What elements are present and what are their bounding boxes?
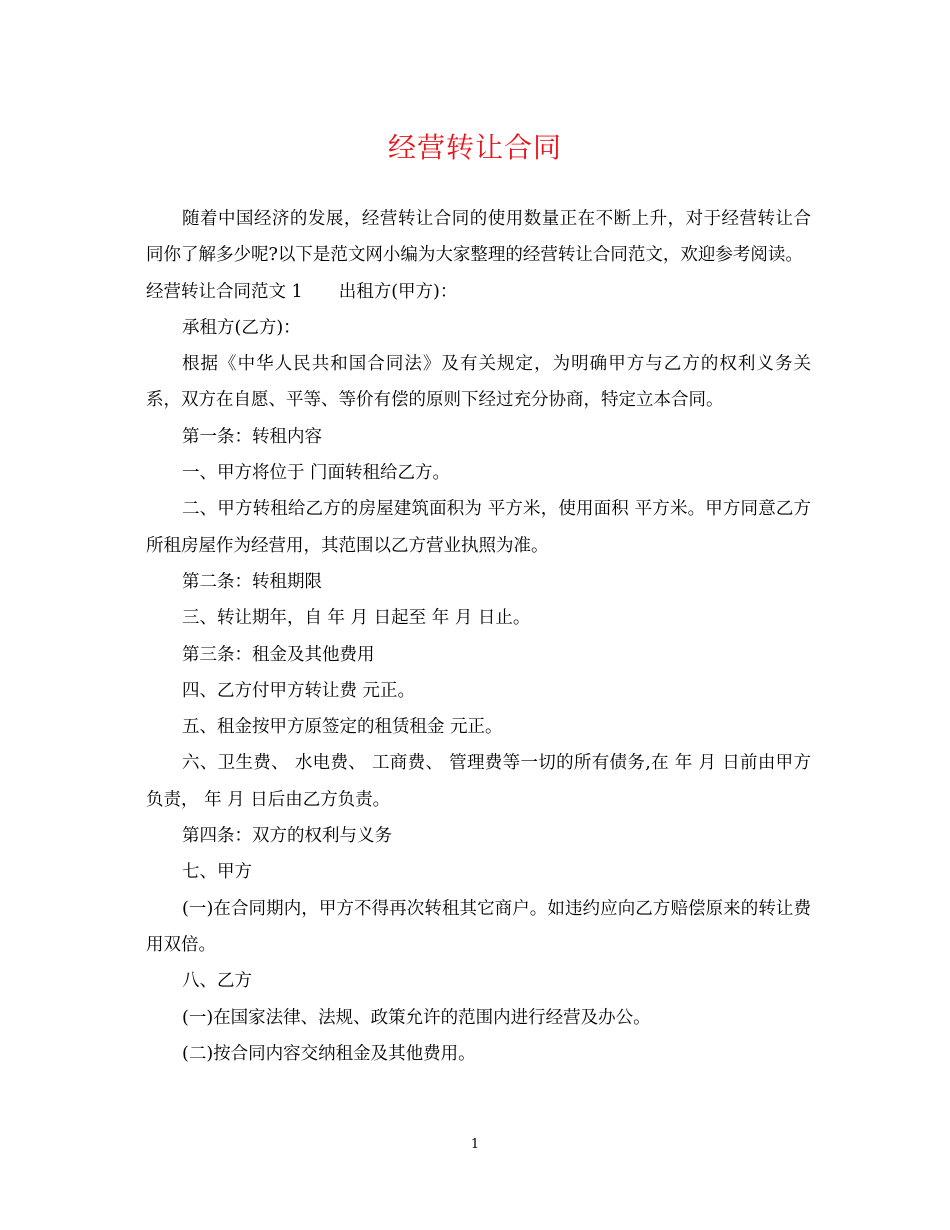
- clause-7-heading: 七、甲方: [182, 862, 252, 883]
- clause-5: 五、租金按甲方原签定的租赁租金 元正。: [182, 717, 503, 738]
- clause-8-item-2: (二)按合同内容交纳租金及其他费用。: [182, 1043, 476, 1064]
- clause-4: 四、乙方付甲方转让费 元正。: [182, 680, 416, 701]
- clause-8-heading: 八、乙方: [182, 971, 252, 992]
- article-3-heading: 第三条：租金及其他费用: [182, 644, 375, 665]
- clause-6: 六、卫生费、 水电费、 工商费、 管理费等一切的所有债务,在 年 月 日前由甲方负责， 年 月 日后由乙方负责。: [146, 753, 811, 810]
- sample-heading-line: [146, 274, 811, 310]
- clause-1: 一、甲方将位于 门面转租给乙方。: [182, 463, 451, 484]
- lessee-label: 承租方(乙方)：: [182, 317, 301, 338]
- document-body: [146, 201, 811, 1072]
- page-number: 1: [470, 1137, 480, 1152]
- clause-2: 二、甲方转租给乙方的房屋建筑面积为 平方米，使用面积 平方米。甲方同意乙方所租房屋作为经营用，其范围以乙方营业执照为准。: [146, 499, 811, 556]
- lessor-label: 出租方(甲方)：: [338, 281, 458, 302]
- clause-7-item-1: (一)在合同期内，甲方不得再次转租其它商户。如违约应向乙方赔偿原来的转让费用双倍。: [146, 898, 811, 955]
- preamble-paragraph: 根据《中华人民共和国合同法》及有关规定，为明确甲方与乙方的权利义务关系，双方在自愿、平等、等价有偿的原则下经过充分协商，特定立本合同。: [146, 354, 811, 411]
- intro-paragraph: 随着中国经济的发展，经营转让合同的使用数量正在不断上升，对于经营转让合同你了解多少呢?以下是范文网小编为大家整理的经营转让合同范文，欢迎参考阅读。: [146, 209, 811, 266]
- article-1-heading: 第一条：转租内容: [182, 426, 322, 447]
- article-2-heading: 第二条：转租期限: [182, 571, 322, 592]
- sample-heading: 经营转让合同范文 1: [146, 281, 303, 302]
- clause-3: 三、转让期年，自 年 月 日起至 年 月 日止。: [182, 608, 531, 629]
- clause-8-item-1: (一)在国家法律、法规、政策允许的范围内进行经营及办公。: [182, 1007, 651, 1028]
- article-4-heading: 第四条：双方的权利与义务: [182, 826, 392, 847]
- document-title: 经营转让合同: [387, 131, 562, 164]
